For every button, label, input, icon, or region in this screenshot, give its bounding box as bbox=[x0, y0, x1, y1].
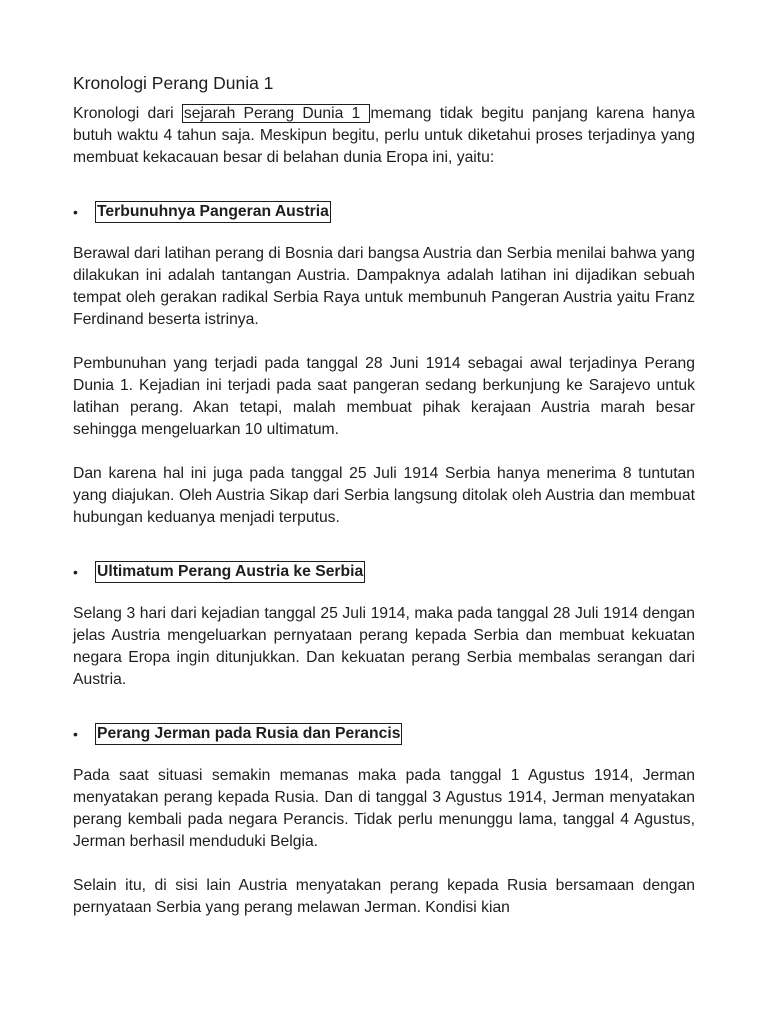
intro-text-after-link: memang tidak begitu panjang karena hanya butuh waktu 4 tahun saja. Meskipun begitu, perlu untuk diketahui proses terjadinya yang membuat kekacauan besar di belahan dunia Eropa ini, yaitu: bbox=[73, 105, 696, 166]
section-heading-row bbox=[73, 201, 695, 223]
intro-paragraph bbox=[73, 103, 695, 169]
section-paragraph: Dan karena hal ini juga pada tanggal 25 Juli 1914 Serbia hanya menerima 8 tuntutan yang diajukan. Oleh Austria Sikap dari Serbia langsung ditolak oleh Austria dan membuat hubungan keduanya menjadi terputus. bbox=[73, 465, 695, 526]
bullet-icon: • bbox=[73, 204, 78, 220]
section-heading-row bbox=[73, 561, 695, 583]
intro-text-before-link: Kronologi dari bbox=[73, 105, 182, 122]
section-paragraph: Selang 3 hari dari kejadian tanggal 25 Juli 1914, maka pada tanggal 28 Juli 1914 dengan jelas Austria mengeluarkan pernyataan perang kepada Serbia dan membuat kekuatan negara Eropa ingin ditunjukkan. Dan kekuatan perang Serbia membalas serangan dari Austria. bbox=[73, 605, 695, 688]
section-heading[interactable]: Terbunuhnya Pangeran Austria bbox=[95, 201, 331, 223]
document-page bbox=[73, 72, 695, 919]
section-paragraph: Pada saat situasi semakin memanas maka pada tanggal 1 Agustus 1914, Jerman menyatakan perang kepada Rusia. Dan di tanggal 3 Agustus 1914, Jerman menyatakan perang kembali pada negara Perancis. Tidak perlu menunggu lama, tanggal 4 Agustus, Jerman berhasil menduduki Belgia. bbox=[73, 767, 695, 850]
bullet-icon: • bbox=[73, 564, 78, 580]
sejarah-link[interactable]: sejarah Perang Dunia 1 bbox=[183, 105, 369, 122]
section-heading[interactable]: Perang Jerman pada Rusia dan Perancis bbox=[95, 723, 402, 745]
section-heading[interactable]: Ultimatum Perang Austria ke Serbia bbox=[95, 561, 365, 583]
section-heading-row bbox=[73, 723, 695, 745]
bullet-icon: • bbox=[73, 726, 78, 742]
section-paragraph: Pembunuhan yang terjadi pada tanggal 28 Juni 1914 sebagai awal terjadinya Perang Dunia 1. Kejadian ini terjadi pada saat pangeran sedang berkunjung ke Sarajevo untuk latihan perang. Akan tetapi, malah membuat pihak kerajaan Austria marah besar sehingga mengeluarkan 10 ultimatum. bbox=[73, 355, 695, 438]
section-paragraph: Selain itu, di sisi lain Austria menyatakan perang kepada Rusia bersamaan dengan pernyataan Serbia yang perang melawan Jerman. Kondisi kian bbox=[73, 877, 695, 916]
page-title: Kronologi Perang Dunia 1 bbox=[73, 73, 274, 93]
section-paragraph: Berawal dari latihan perang di Bosnia dari bangsa Austria dan Serbia menilai bahwa yang dilakukan ini adalah tantangan Austria. Dampaknya adalah latihan ini dijadikan sebuah tempat oleh gerakan radikal Serbia Raya untuk membunuh Pangeran Austria yaitu Franz Ferdinand beserta istrinya. bbox=[73, 245, 695, 328]
